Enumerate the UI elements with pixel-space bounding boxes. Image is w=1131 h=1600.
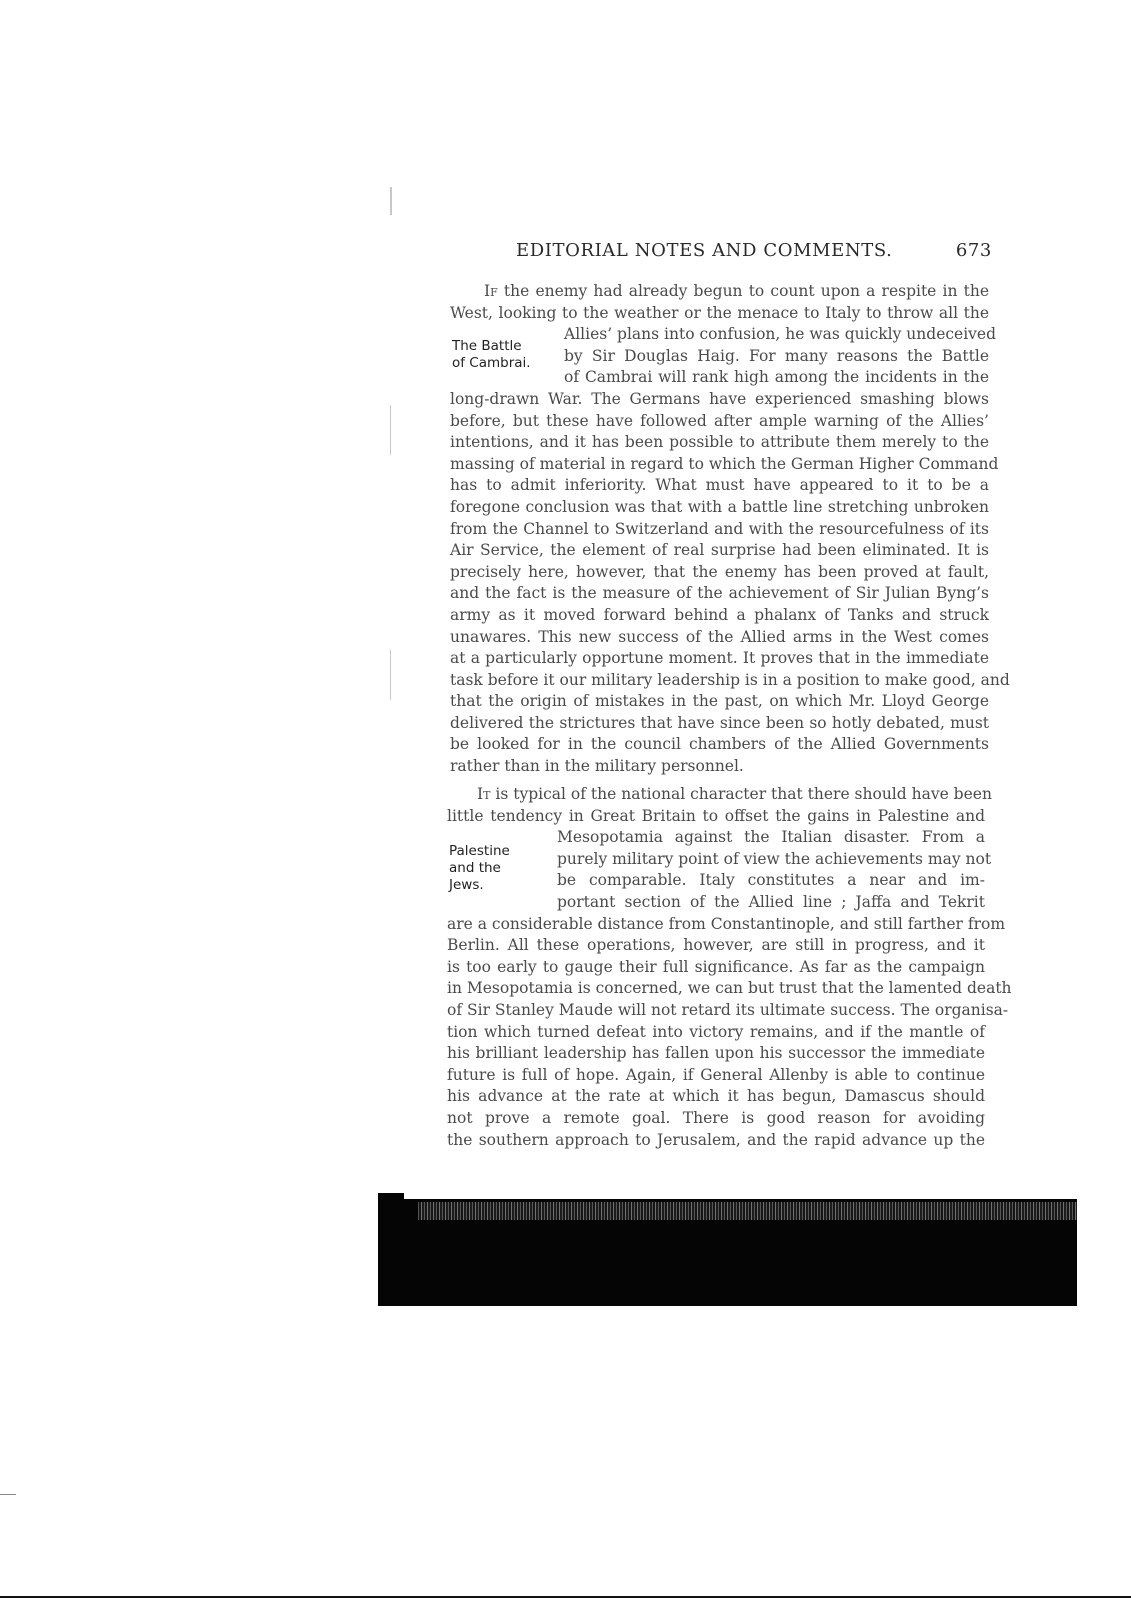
scan-noise-strip bbox=[418, 1202, 1077, 1220]
text-line: has to admit inferiority. What must have appeared to it to be a bbox=[450, 476, 989, 495]
text-line: precisely here, however, that the enemy has been proved at fault, bbox=[450, 562, 989, 581]
text-line: task before it our military leadership is in a position to make good, and bbox=[450, 670, 1010, 689]
drop-cap: If bbox=[484, 282, 498, 300]
paragraph-battle-of-cambrai bbox=[450, 281, 1010, 778]
text-line: delivered the strictures that have since been so hotly debated, must bbox=[450, 713, 989, 732]
text-line: his brilliant leadership has fallen upon his successor the immediate bbox=[447, 1044, 985, 1063]
margin-mark bbox=[0, 1494, 16, 1495]
text-line: be looked for in the council chambers of the Allied Governments bbox=[450, 735, 989, 754]
text-line: are a considerable distance from Constantinople, and still farther from bbox=[447, 914, 1006, 933]
sidenote-palestine-and-the-jews bbox=[449, 843, 510, 894]
text-line: purely military point of view the achievements may not bbox=[557, 849, 992, 868]
text-line: portant section of the Allied line ; Jaffa and Tekrit bbox=[557, 892, 985, 911]
sidenote-line: The Battle bbox=[452, 338, 522, 354]
text-line: is too early to gauge their full significance. As far as the campaign bbox=[447, 957, 985, 976]
sidenote-line: Palestine bbox=[449, 843, 510, 859]
sidenote-line: of Cambrai. bbox=[452, 355, 531, 371]
text-line: by Sir Douglas Haig. For many reasons the Battle bbox=[564, 346, 989, 365]
text-line: future is full of hope. Again, if General Allenby is able to continue bbox=[447, 1065, 985, 1084]
text-line: Air Service, the element of real surprise had been eliminated. It is bbox=[450, 541, 989, 560]
text-line: from the Channel to Switzerland and with the resourcefulness of its bbox=[450, 519, 989, 538]
text-line: army as it moved forward behind a phalanx of Tanks and struck bbox=[450, 605, 989, 624]
text-line: unawares. This new success of the Allied arms in the West comes bbox=[450, 627, 989, 646]
text-line: little tendency in Great Britain to offset the gains in Palestine and bbox=[447, 806, 985, 825]
line-text: is typical of the national character that there should have been bbox=[495, 785, 992, 803]
scan-bar-lip bbox=[378, 1193, 404, 1199]
text-line: West, looking to the weather or the menace to Italy to throw all the bbox=[450, 303, 989, 322]
scan-bottom-edge bbox=[0, 1596, 1131, 1598]
paragraph-palestine-and-the-jews bbox=[447, 784, 1012, 1151]
text-line: tion which turned defeat into victory remains, and if the mantle of bbox=[447, 1022, 985, 1041]
line-text: the enemy had already begun to count upon a respite in the bbox=[503, 282, 989, 300]
text-line: of Sir Stanley Maude will not retard its ultimate success. The organisa- bbox=[447, 1000, 1009, 1019]
text-line: in Mesopotamia is concerned, we can but trust that the lamented death bbox=[447, 979, 1012, 998]
text-line bbox=[450, 281, 989, 303]
text-line: intentions, and it has been possible to attribute them merely to the bbox=[450, 433, 989, 452]
text-line: not prove a remote goal. There is good reason for avoiding bbox=[447, 1108, 985, 1127]
text-line: rather than in the military personnel. bbox=[450, 757, 744, 776]
text-line: Mesopotamia against the Italian disaster. From a bbox=[557, 828, 985, 847]
text-line: foregone conclusion was that with a battle line stretching unbroken bbox=[450, 497, 989, 516]
margin-mark bbox=[390, 187, 392, 215]
scan-black-bar bbox=[378, 1199, 1077, 1306]
page-number: 673 bbox=[955, 240, 992, 261]
text-line: Allies’ plans into confusion, he was quickly undeceived bbox=[564, 325, 997, 344]
text-line: the southern approach to Jerusalem, and the rapid advance up the bbox=[447, 1130, 985, 1149]
text-line: long-drawn War. The Germans have experienced smashing blows bbox=[450, 389, 989, 408]
margin-mark bbox=[390, 405, 391, 455]
text-line: before, but these have followed after ample warning of the Allies’ bbox=[450, 411, 989, 430]
text-line: be comparable. Italy constitutes a near and im- bbox=[557, 871, 985, 890]
sidenote-line: Jews. bbox=[449, 877, 484, 893]
text-line: massing of material in regard to which the German Higher Command bbox=[450, 454, 999, 473]
text-line bbox=[447, 784, 992, 806]
text-line: at a particularly opportune moment. It proves that in the immediate bbox=[450, 649, 989, 668]
text-line: Berlin. All these operations, however, are still in progress, and it bbox=[447, 936, 985, 955]
text-line: of Cambrai will rank high among the incidents in the bbox=[564, 368, 989, 387]
page-title: EDITORIAL NOTES AND COMMENTS. bbox=[516, 240, 893, 261]
text-line: that the origin of mistakes in the past, on which Mr. Lloyd George bbox=[450, 692, 989, 711]
drop-cap: It bbox=[477, 785, 491, 803]
sidenote-battle-of-cambrai bbox=[452, 338, 531, 372]
text-line: his advance at the rate at which it has begun, Damascus should bbox=[447, 1087, 985, 1106]
sidenote-line: and the bbox=[449, 860, 501, 876]
text-line: and the fact is the measure of the achievement of Sir Julian Byng’s bbox=[450, 584, 989, 603]
margin-mark bbox=[390, 650, 391, 700]
